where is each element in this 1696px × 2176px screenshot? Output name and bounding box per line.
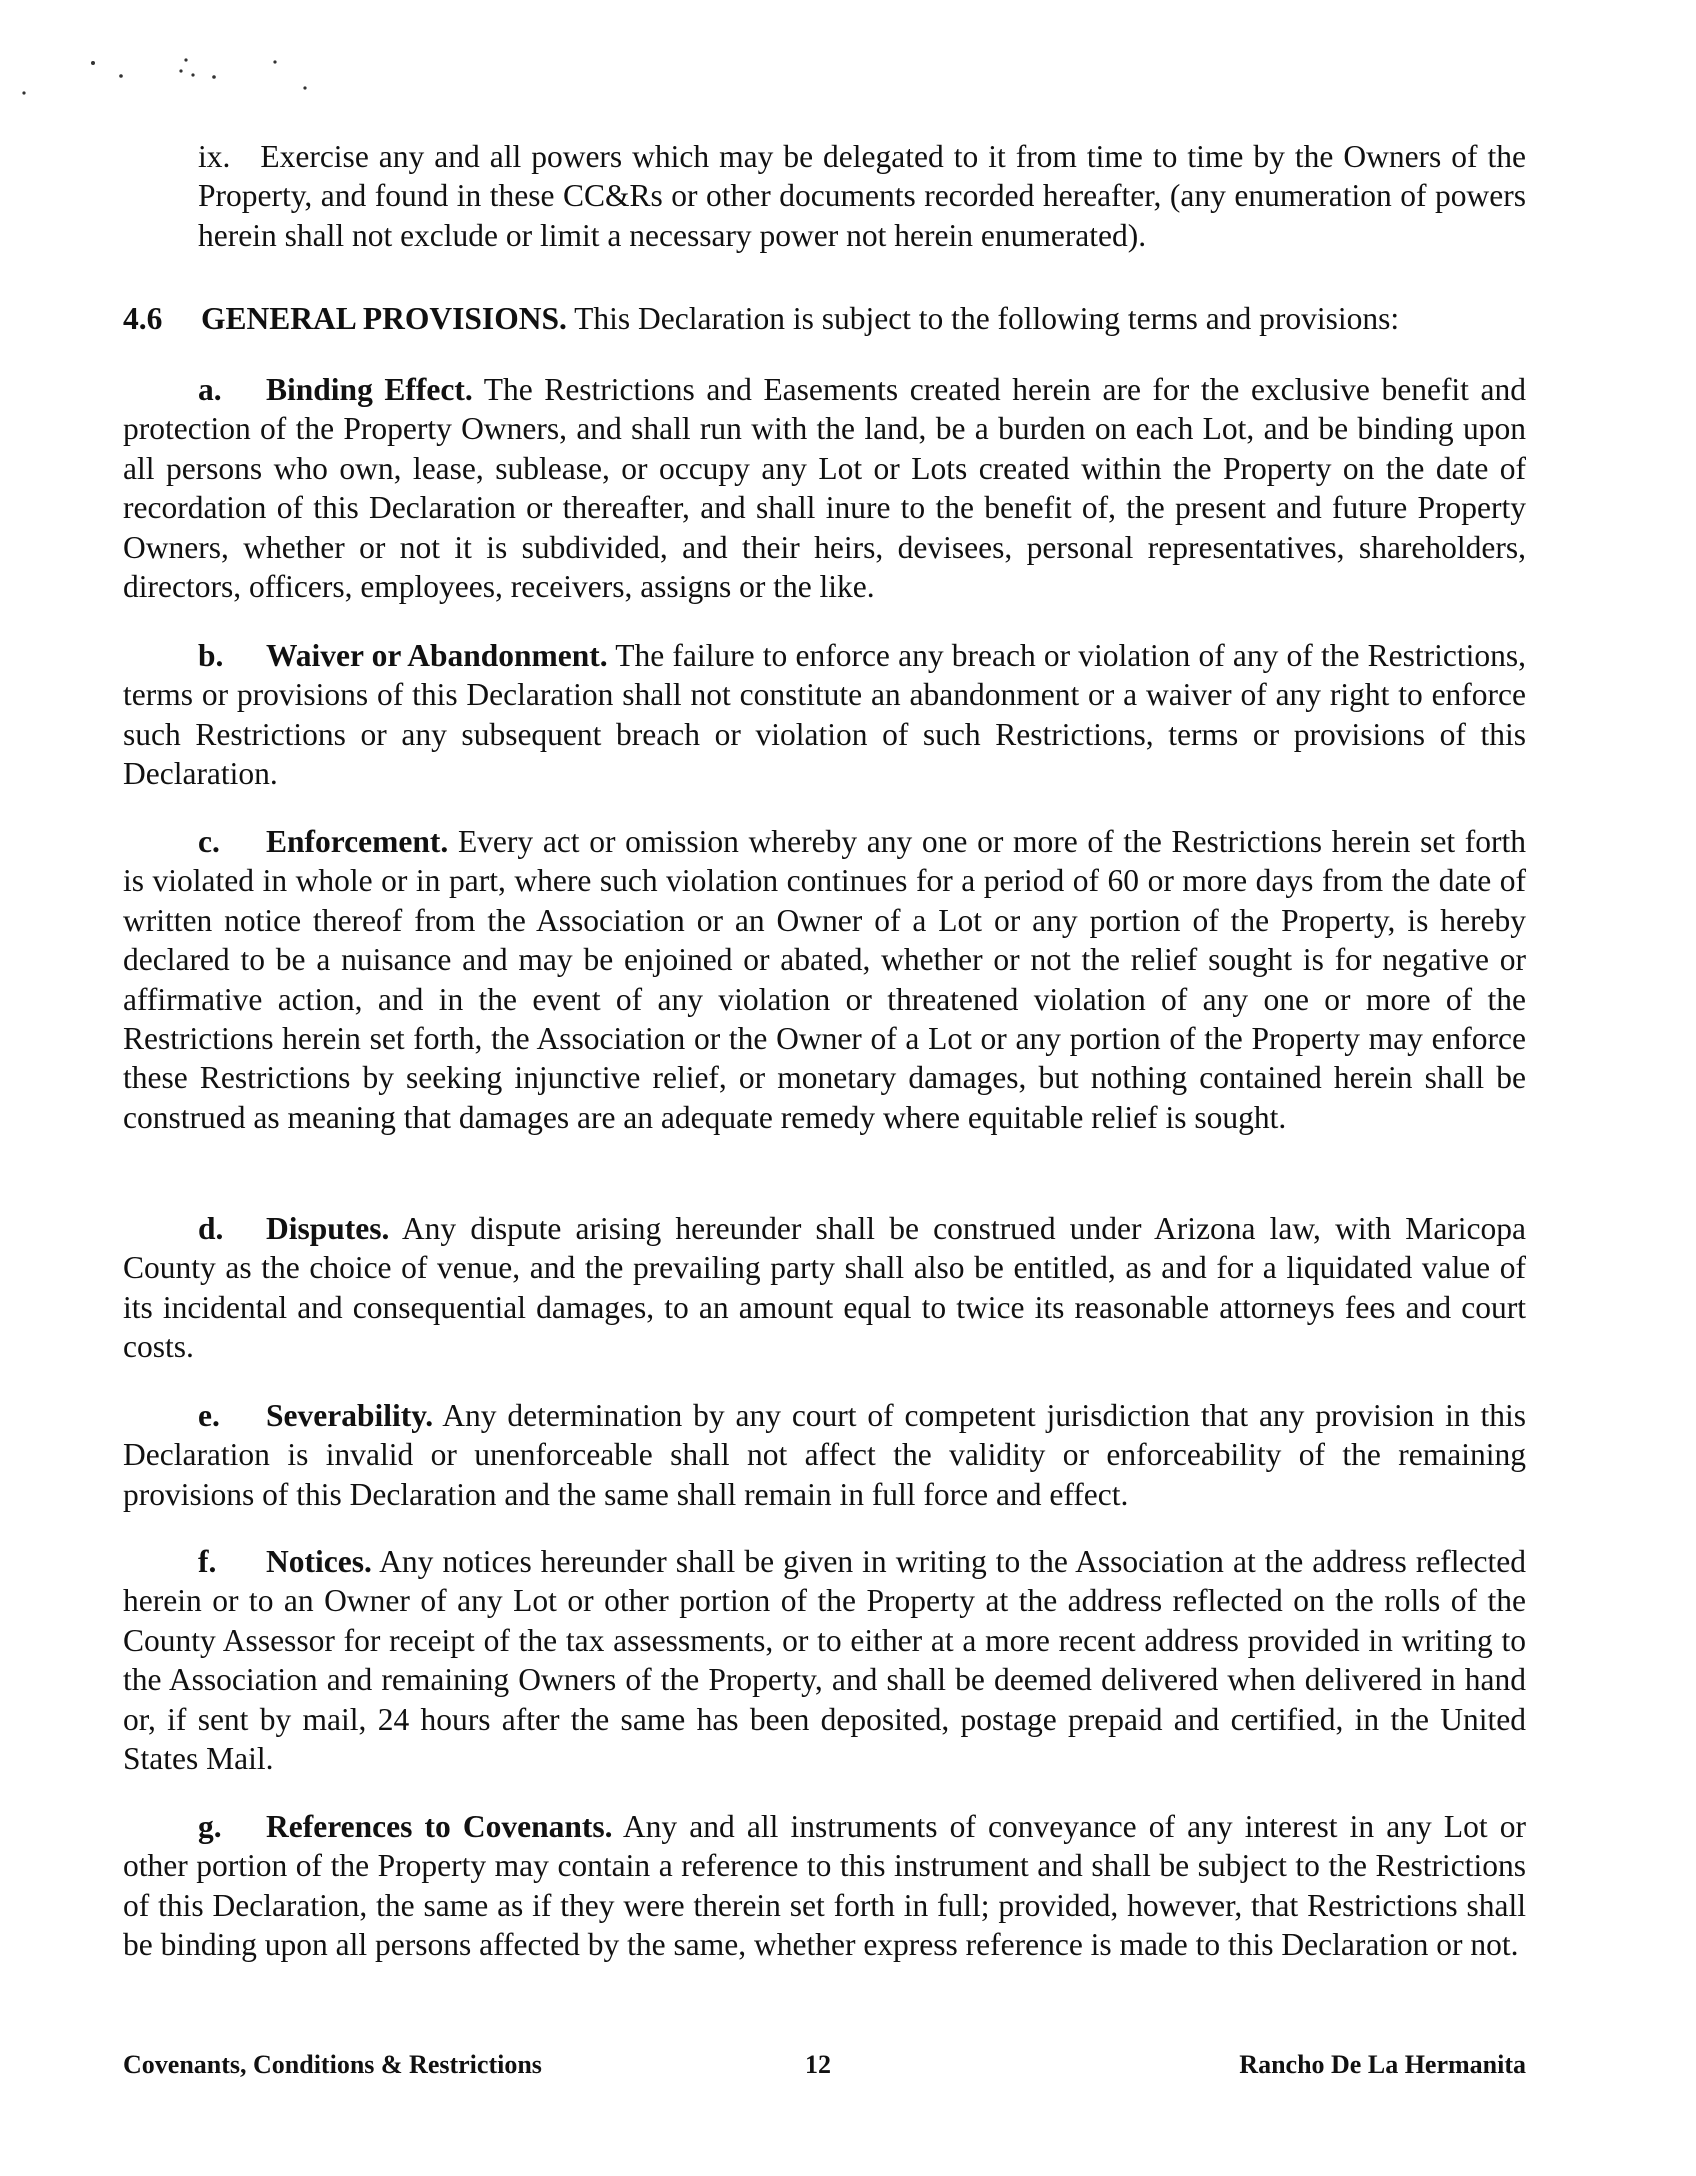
speck	[179, 69, 182, 72]
provision-heading: Notices.	[266, 1544, 372, 1579]
footer-property-name: Rancho De La Hermanita	[1239, 2050, 1526, 2079]
provision-text: Any and all instruments of conveyance of any interest in any Lot or other portion of the Property may contain a reference to this instrument and shall be subject to the Restrictions of this Declaration, the same as if they were therein set forth in full; provided, however, that Restrictions shall be binding upon all persons affected by the same, whether express reference is made to this Declaration or not.	[123, 1809, 1526, 1963]
intro-paragraph	[198, 137, 1526, 255]
provision-a	[123, 370, 1526, 606]
speck	[191, 73, 194, 76]
scan-specks	[0, 0, 340, 110]
provision-d	[123, 1209, 1526, 1367]
section-heading	[123, 299, 1526, 338]
provision-heading: Disputes.	[266, 1211, 390, 1246]
provision-letter: e.	[198, 1398, 220, 1433]
provision-text: Any notices hereunder shall be given in writing to the Association at the address reflected herein or to an Owner of any Lot or other portion of the Property at the address reflected on the rolls of the County Assessor for receipt of the tax assessments, or to either at a more recent address provided in writing to the Association and remaining Owners of the Property, and shall be deemed delivered when delivered in hand or, if sent by mail, 24 hours after the same has been deposited, postage prepaid and certified, in the United States Mail.	[123, 1544, 1526, 1777]
provision-c	[123, 822, 1526, 1137]
provision-letter: b.	[198, 638, 224, 673]
provision-heading: Severability.	[266, 1398, 434, 1433]
provision-e	[123, 1396, 1526, 1514]
speck	[212, 75, 216, 79]
provision-text: The failure to enforce any breach or violation of any of the Restrictions, terms or provisions of this Declaration shall not constitute an abandonment or a waiver of any right to enforce such Restrictions or any subsequent breach or violation of such Restrictions, terms or provisions of this Declaration.	[123, 638, 1527, 792]
provision-text: Any dispute arising hereunder shall be construed under Arizona law, with Maricopa County as the choice of venue, and the prevailing party shall also be entitled, as and for a liquidated value of its incidental and consequential damages, to an amount equal to twice its reasonable attorneys fees and court costs.	[123, 1211, 1527, 1365]
provision-heading: References to Covenants.	[266, 1809, 613, 1844]
speck	[91, 61, 95, 65]
provision-b	[123, 636, 1526, 794]
speck	[273, 60, 276, 63]
section-title: GENERAL PROVISIONS.	[201, 301, 567, 336]
intro-marker: ix.	[198, 139, 231, 174]
provision-heading: Waiver or Abandonment.	[266, 638, 608, 673]
provision-letter: d.	[198, 1211, 224, 1246]
page-footer	[123, 2050, 1526, 2084]
speck	[303, 86, 306, 89]
speck	[184, 58, 187, 61]
provision-letter: c.	[198, 824, 220, 859]
footer-document-title: Covenants, Conditions & Restrictions	[123, 2050, 542, 2079]
footer-page-number: 12	[805, 2050, 831, 2079]
provision-letter: g.	[198, 1809, 222, 1844]
provision-g	[123, 1807, 1526, 1965]
provision-text: Every act or omission whereby any one or more of the Restrictions herein set forth is violated in whole or in part, where such violation continues for a period of 60 or more days from the date of written notice thereof from the Association or an Owner of a Lot or any portion of the Property, is hereby declared to be a nuisance and may be enjoined or abated, whether or not the relief sought is for negative or affirmative action, and in the event of any violation or threatened violation of any one or more of the Restrictions herein set forth, the Association or the Owner of a Lot or any portion of the Property may enforce these Restrictions by seeking injunctive relief, or monetary damages, but nothing contained herein shall be construed as meaning that damages are an adequate remedy where equitable relief is sought.	[123, 824, 1526, 1135]
provision-text: Any determination by any court of competent jurisdiction that any provision in this Declaration is invalid or unenforceable shall not affect the validity or enforceability of the remaining provisions of this Declaration and the same shall remain in full force and effect.	[123, 1398, 1526, 1512]
provision-text: The Restrictions and Easements created herein are for the exclusive benefit and protection of the Property Owners, and shall run with the land, be a burden on each Lot, and be binding upon all persons who own, lease, sublease, or occupy any Lot or Lots created within the Property on the date of recordation of this Declaration or thereafter, and shall inure to the benefit of, the present and future Property Owners, whether or not it is subdivided, and their heirs, devisees, personal representatives, shareholders, directors, officers, employees, receivers, assigns or the like.	[123, 372, 1526, 605]
section-number: 4.6	[123, 301, 163, 336]
speck	[119, 74, 123, 78]
provision-letter: f.	[198, 1544, 217, 1579]
section-text: This Declaration is subject to the following terms and provisions:	[574, 301, 1400, 336]
provision-heading: Enforcement.	[266, 824, 449, 859]
intro-text: Exercise any and all powers which may be delegated to it from time to time by the Owners of the Property, and found in these CC&Rs or other documents recorded hereafter, (any enumeration of powers herein shall not exclude or limit a necessary power not herein enumerated).	[198, 139, 1526, 253]
speck	[22, 91, 25, 94]
provision-letter: a.	[198, 372, 222, 407]
provision-f	[123, 1542, 1526, 1778]
provision-heading: Binding Effect.	[266, 372, 473, 407]
